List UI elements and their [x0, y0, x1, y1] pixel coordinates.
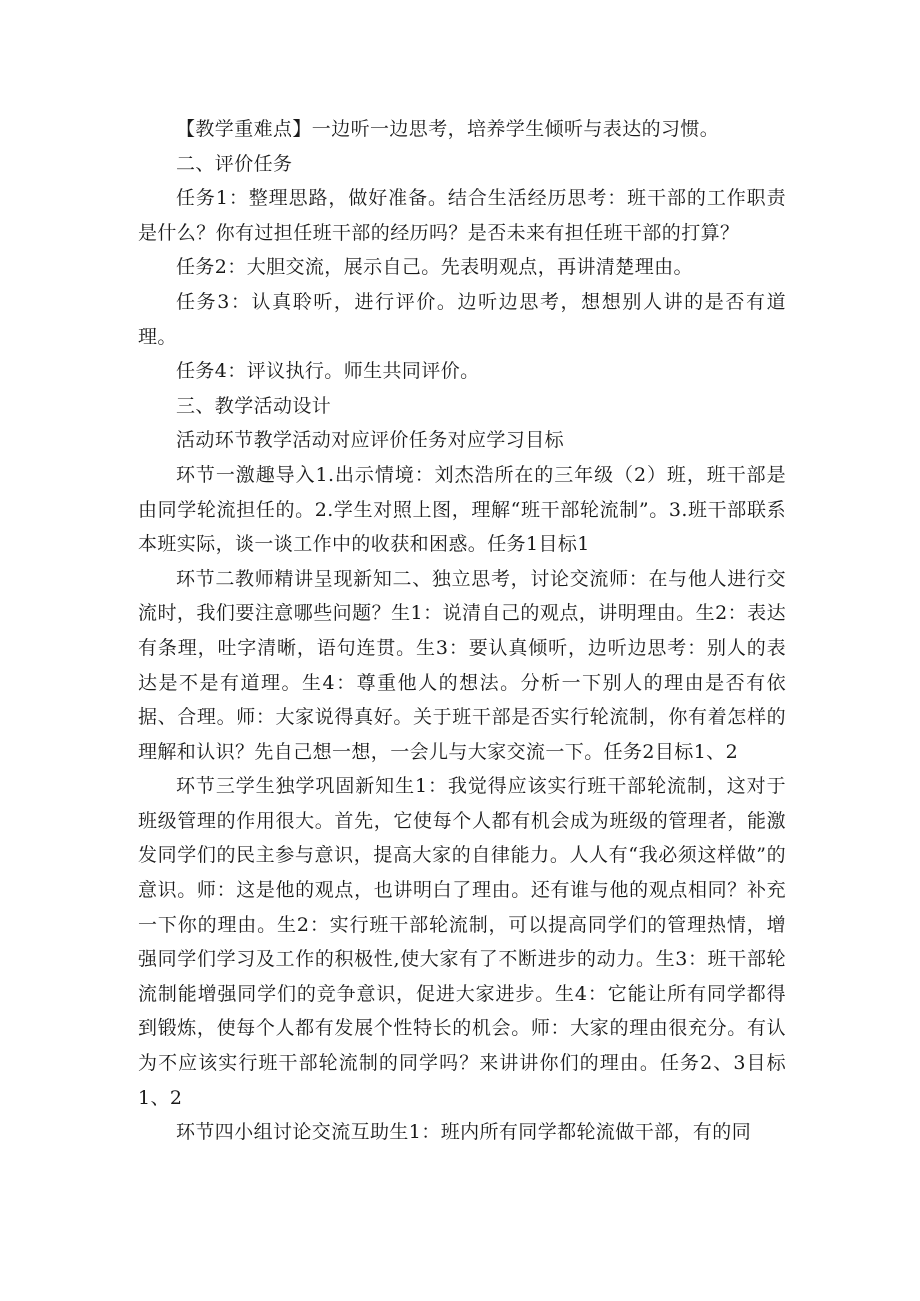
section-heading-evaluation-tasks: 二、评价任务	[176, 152, 293, 175]
stage-2-paragraph: 环节二教师精讲呈现新知二、独立思考，讨论交流师：在与他人进行交流时，我们要注意哪些问题？生1：说清自己的观点，讲明理由。生2：表达有条理，吐字清晰，语句连贯。生3：要认真倾听，边听边思考：别人的表达是不是有道理。生4：尊重他人的想法。分析一下别人的理由是否有依据、合理。师：大家说得真好。关于班干部是否实行轮流制，你有着怎样的理解和认识？先自己想一想，一会儿与大家交流一下。任务2目标1、2	[138, 567, 786, 763]
stage-1-paragraph: 环节一激趣导入1.出示情境：刘杰浩所在的三年级（2）班，班干部是由同学轮流担任的。2.学生对照上图，理解“班干部轮流制”。3.班干部联系本班实际，谈一谈工作中的收获和困惑。任务1目标1	[138, 463, 786, 556]
task-2-paragraph: 任务2：大胆交流，展示自己。先表明观点，再讲清楚理由。	[176, 256, 693, 279]
document-page	[138, 112, 786, 1150]
task-4-paragraph: 任务4：评议执行。师生共同评价。	[176, 360, 480, 383]
task-1-paragraph: 任务1：整理思路，做好准备。结合生活经历思考：班干部的工作职责是什么？你有过担任班干部的经历吗？是否未来有担任班干部的打算？	[138, 187, 786, 244]
stage-3-paragraph: 环节三学生独学巩固新知生1：我觉得应该实行班干部轮流制，这对于班级管理的作用很大。首先，它使每个人都有机会成为班级的管理者，能激发同学们的民主参与意识，提高大家的自律能力。人人有“我必须这样做”的意识。师：这是他的观点，也讲明白了理由。还有谁与他的观点相同？补充一下你的理由。生2：实行班干部轮流制，可以提高同学们的管理热情，增强同学们学习及工作的积极性,使大家有了不断进步的动力。生3：班干部轮流制能增强同学们的竞争意识，促进大家进步。生4：它能让所有同学都得到锻炼，使每个人都有发展个性特长的机会。师：大家的理由很充分。有认为不应该实行班干部轮流制的同学吗？来讲讲你们的理由。任务2、3目标1、2	[138, 775, 786, 1109]
stage-4-paragraph: 环节四小组讨论交流互助生1：班内所有同学都轮流做干部，有的同	[176, 1121, 752, 1144]
section-heading-activity-design: 三、教学活动设计	[176, 394, 332, 417]
key-difficulty-paragraph: 【教学重难点】一边听一边思考，培养学生倾听与表达的习惯。	[176, 118, 720, 140]
task-3-paragraph: 任务3：认真聆听，进行评价。边听边思考，想想别人讲的是否有道理。	[138, 290, 786, 348]
activity-table-header: 活动环节教学活动对应评价任务对应学习目标	[176, 429, 565, 452]
